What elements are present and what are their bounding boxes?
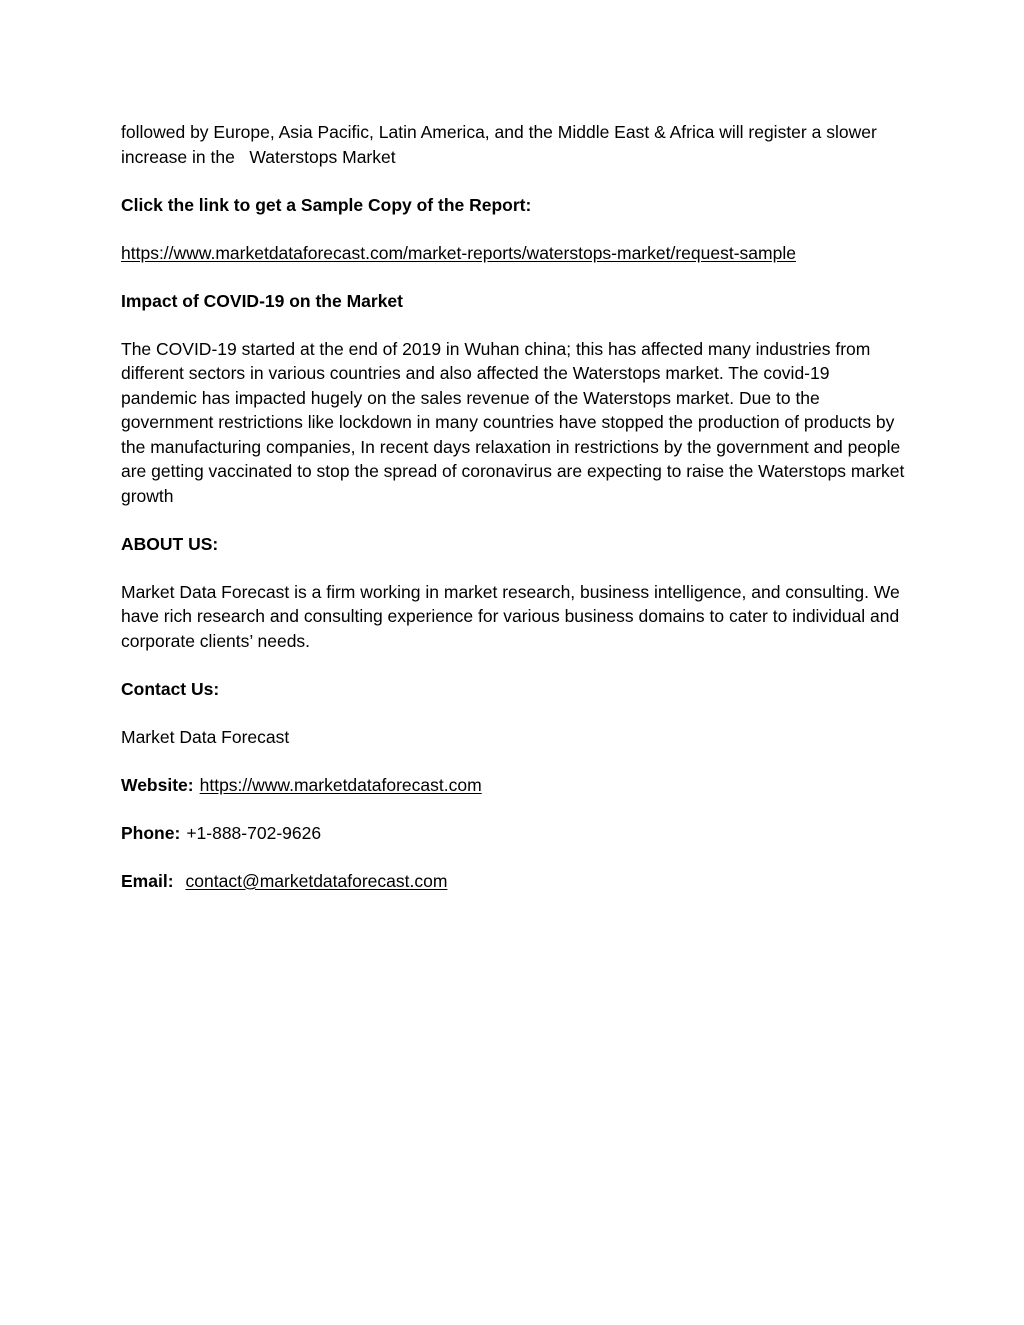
covid-heading: Impact of COVID-19 on the Market — [121, 290, 403, 311]
covid-paragraph: The COVID-19 started at the end of 2019 in Wuhan china; this has affected many industries from different sectors in various countries and also affected the Waterstops market. The covid-19 pandemic has impacted hugely on the sales revenue of the Waterstops market. Due to the government restrictions like lockdown in many countries have stopped the production of products by the manufacturing companies, In recent days relaxation in restrictions by the government and people are getting vaccinated to stop the spread of coronavirus are expecting to raise the Waterstops market growth — [121, 338, 905, 506]
phone-label: Phone: — [121, 822, 181, 843]
contact-email-line — [121, 869, 905, 894]
contact-company: Market Data Forecast — [121, 726, 290, 747]
email-link[interactable]: contact@marketdataforecast.com — [185, 870, 448, 891]
contact-heading: Contact Us: — [121, 678, 220, 699]
phone-value: +1-888-702-9626 — [186, 822, 322, 843]
website-label: Website: — [121, 774, 194, 795]
website-link[interactable]: https://www.marketdataforecast.com — [199, 774, 482, 795]
document-body — [121, 120, 905, 917]
sample-report-link[interactable]: https://www.marketdataforecast.com/market-reports/waterstops-market/request-sample — [121, 242, 796, 263]
intro-paragraph — [121, 120, 905, 169]
contact-website-line — [121, 773, 905, 798]
about-paragraph: Market Data Forecast is a firm working in market research, business intelligence, and consulting. We have rich research and consulting experience for various business domains to cater to individual and corporate clients’ needs. — [121, 581, 900, 651]
about-heading: ABOUT US: — [121, 533, 219, 554]
email-label: Email: — [121, 870, 174, 891]
intro-text: followed by Europe, Asia Pacific, Latin America, and the Middle East & Africa will register a slower increase in the Waterstops Market — [121, 122, 882, 167]
contact-phone-line — [121, 821, 905, 846]
sample-link-paragraph — [121, 241, 905, 266]
sample-heading: Click the link to get a Sample Copy of the Report: — [121, 194, 532, 215]
